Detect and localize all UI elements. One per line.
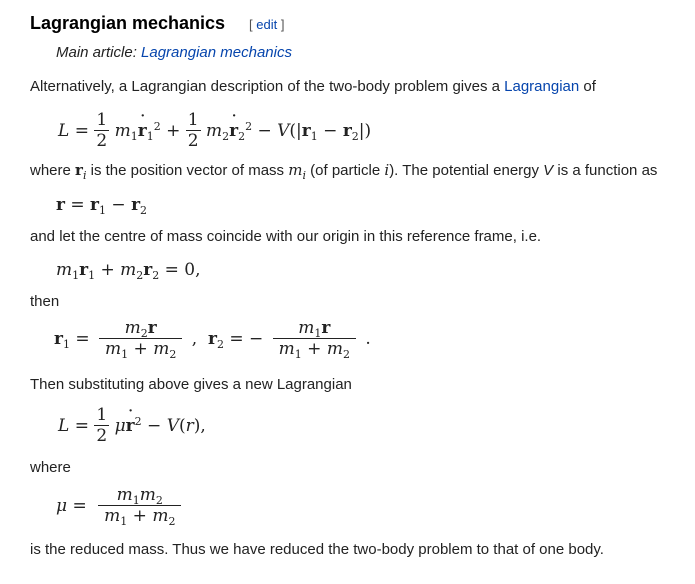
intro-suffix: of: [579, 78, 596, 95]
position-text-d: ). The potential energy: [389, 162, 544, 179]
position-text-f: is a function as: [553, 162, 658, 179]
position-text-a: where: [30, 162, 76, 179]
paragraph-substituting: Then substituting above gives a new Lagrangian: [30, 376, 352, 393]
paragraph-intro: [30, 78, 596, 95]
edit-section: [249, 17, 284, 32]
lagrangian-link[interactable]: Lagrangian: [504, 78, 580, 95]
equation-relative-position: $r = r_1 - r_2$: [56, 195, 148, 217]
equation-centre-of-mass: $m_1r_1 + m_2r_2 = 0$,: [56, 260, 201, 282]
intro-text: Alternatively, a Lagrangian description of the two-body problem gives a: [30, 78, 505, 95]
paragraph-then: then: [30, 293, 60, 310]
edit-link[interactable]: edit: [256, 17, 278, 32]
edit-bracket-open: [: [249, 17, 253, 32]
position-text-c: (of particle: [306, 162, 385, 179]
hatnote-prefix: Main article:: [56, 44, 142, 61]
paragraph-centre-of-mass: and let the centre of mass coincide with our origin in this reference frame, i.e.: [30, 228, 542, 245]
potential-symbol: V: [543, 162, 554, 179]
section-heading: Lagrangian mechanics: [30, 13, 226, 33]
hatnote-link[interactable]: Lagrangian mechanics: [141, 44, 292, 61]
paragraph-reduced-mass: is the reduced mass. Thus we have reduced the two-body problem to that of one body.: [30, 541, 604, 558]
hatnote: [56, 44, 292, 61]
paragraph-where: where: [30, 459, 71, 476]
equation-new-lagrangian: L = $\frac{1}{2}$ μr ˙$^2$ − V(r),: [58, 405, 206, 446]
equation-lagrangian: L = $\frac{1}{2}$ $m_1r$ $˙_1^2$ + $\frac{1}{2}$ $m_2r$ $˙_2^2 - V(|r_1 - r_2|)$: [58, 110, 371, 151]
edit-bracket-close: ]: [280, 17, 285, 32]
equation-reduced-mass: μ = $\frac{m_1m_2}{m_1 + m_2}$: [56, 485, 181, 526]
paragraph-position: where $r_i$ is the position vector of mass $m_i$ (of particle i). The potential energy V is a function as: [30, 161, 658, 182]
equation-particle-positions: $r_1$ = $\frac{m_2r}{m_1 + m_2}$ , $r_2$ = − $\frac{m_1r}{m_1 + m_2}$ .: [54, 318, 371, 361]
position-text-b: is the position vector of mass: [86, 162, 289, 179]
